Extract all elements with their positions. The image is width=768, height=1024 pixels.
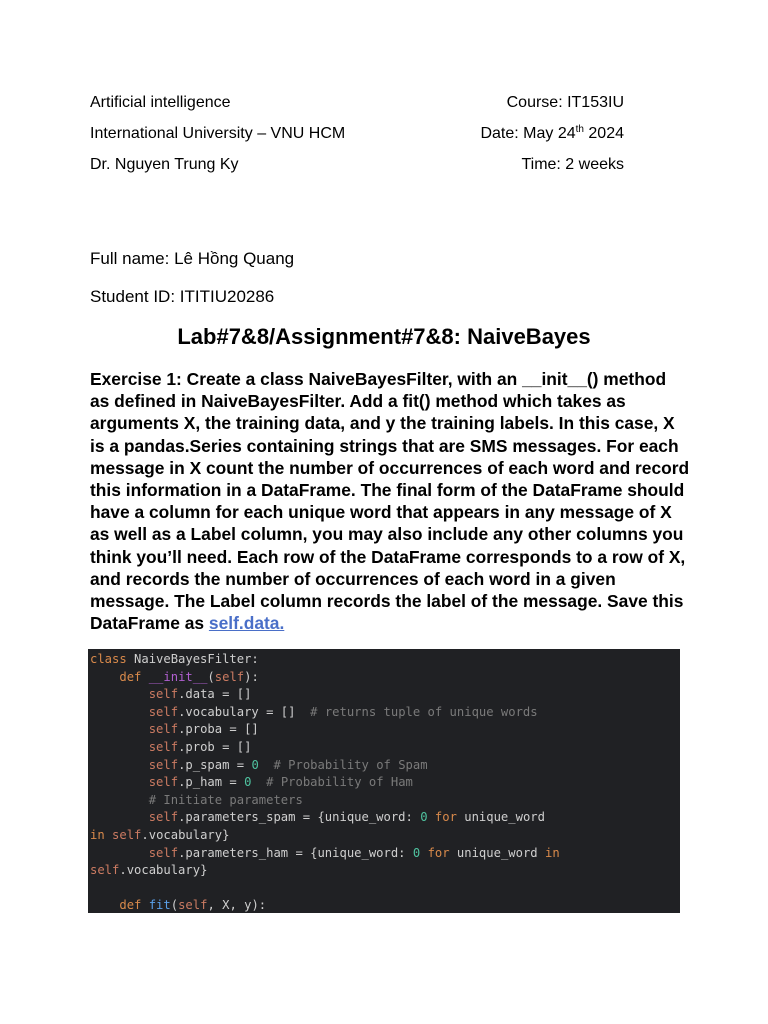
university: International University – VNU HCM: [90, 125, 346, 142]
code-line-2: def __init__(self):: [119, 669, 259, 684]
code-line-10: self.parameters_spam = {unique_word: 0 for unique_word: [148, 810, 545, 825]
code-block: [88, 649, 680, 913]
time-limit: Time: 2 weeks: [521, 156, 624, 173]
code-line-1: class NaiveBayesFilter:: [90, 652, 259, 666]
code-line-7: self.p_spam = 0 # Probability of Spam: [148, 757, 428, 772]
course-name: Artificial intelligence: [90, 94, 231, 111]
exercise-1: [90, 368, 690, 634]
header-row-1: [90, 94, 624, 114]
code-line-4: self.vocabulary = [] # returns tuple of unique words: [148, 704, 538, 719]
date-year: 2024: [583, 125, 624, 142]
header-row-3: [90, 156, 624, 176]
code-line-3: self.data = []: [148, 687, 252, 702]
exercise-text: Exercise 1: Create a class NaiveBayesFilter, with an __init__() method as defined in NaiveBayesFilter. Add a fit() method which takes as arguments X, the training data, and y the training labels. In this case, X is a pandas.Series containing strings that are SMS messages. For each message in X count the number of occurrences of each word and record this information in a DataFrame. The final form of the DataFrame should have a column for each unique word that appears in any message of X as well as a Label column, you may also include any other columns you think you’ll need. Each row of the DataFrame corresponds to a row of X, and records the number of occurrences of each word in a given message. The Label column records the label of the message. Save this DataFrame as: [90, 369, 690, 634]
code-line-15: def fit(self, X, y):: [119, 898, 267, 913]
date-prefix: Date: May 24: [480, 125, 576, 142]
code-line-12: self.parameters_ham = {unique_word: 0 for unique_word in: [148, 845, 560, 860]
course-code: Course: IT153IU: [506, 94, 624, 111]
header-row-2: [90, 125, 624, 145]
student-id: Student ID: ITITIU20286: [90, 287, 275, 306]
instructor: Dr. Nguyen Trung Ky: [90, 156, 239, 173]
code-line-8: self.p_ham = 0 # Probability of Ham: [148, 775, 413, 790]
code-line-9: # Initiate parameters: [148, 792, 303, 807]
code-line-11: in self.vocabulary}: [90, 827, 230, 842]
code-line-6: self.prob = []: [148, 739, 252, 754]
page-title: Lab#7&8/Assignment#7&8: NaiveBayes: [177, 324, 591, 349]
date: [480, 125, 624, 143]
code-line-5: self.proba = []: [148, 722, 259, 737]
code-line-13: self.vocabulary}: [90, 863, 208, 878]
full-name: Full name: Lê Hồng Quang: [90, 249, 295, 268]
self-data-link[interactable]: self.data.: [208, 613, 285, 634]
date-sup: th: [575, 124, 584, 135]
